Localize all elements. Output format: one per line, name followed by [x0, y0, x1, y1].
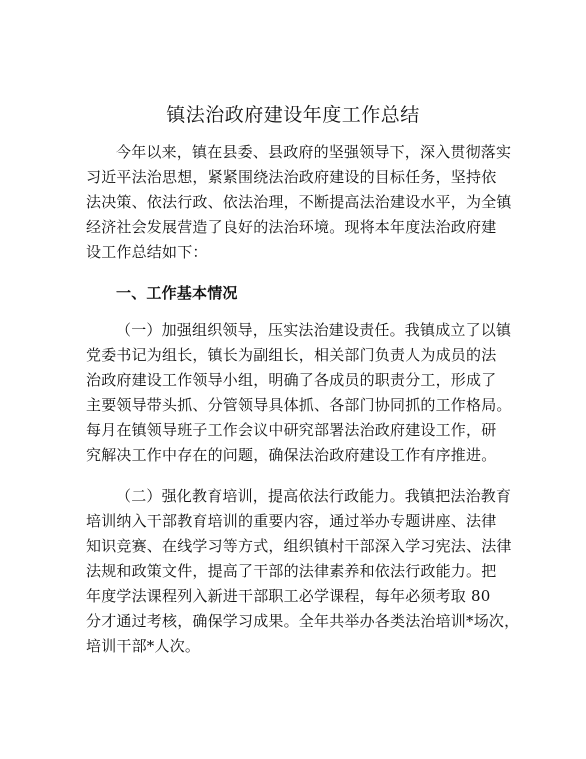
- paragraph-line: （二）强化教育培训，提高依法行政能力。我镇把法治教育: [116, 487, 512, 505]
- paragraph-line: 知识竞赛、在线学习等方式，组织镇村干部深入学习宪法、法律: [86, 537, 512, 555]
- document-title: 镇法治政府建设年度工作总结: [166, 104, 420, 126]
- intro-line: 法决策、依法行政、依法治理，不断提高法治建设水平，为全镇: [86, 193, 512, 211]
- paragraph-line: 主要领导带头抓、分管领导具体抓、各部门协同抓的工作格局。: [86, 396, 512, 414]
- paragraph-line: 法规和政策文件，提高了干部的法律素养和依法行政能力。把: [86, 562, 497, 580]
- section-heading: 一、工作基本情况: [116, 284, 238, 302]
- paragraph-line: 党委书记为组长，镇长为副组长，相关部门负责人为成员的法: [86, 346, 497, 364]
- intro-line: 设工作总结如下：: [86, 243, 208, 261]
- paragraph-line: 分才通过考核，确保学习成果。全年共举办各类法治培训*场次，: [86, 612, 520, 630]
- paragraph-line: 年度学法课程列入新进干部职工必学课程，每年必须考取 80: [86, 587, 491, 605]
- intro-line: 今年以来，镇在县委、县政府的坚强领导下，深入贯彻落实: [116, 143, 512, 161]
- paragraph-line: 每月在镇领导班子工作会议中研究部署法治政府建设工作，研: [86, 421, 497, 439]
- intro-line: 经济社会发展营造了良好的法治环境。现将本年度法治政府建: [86, 218, 497, 236]
- paragraph-line: 治政府建设工作领导小组，明确了各成员的职责分工，形成了: [86, 371, 497, 389]
- intro-line: 习近平法治思想，紧紧围绕法治政府建设的目标任务，坚持依: [86, 168, 497, 186]
- paragraph-line: 培训干部*人次。: [86, 637, 201, 655]
- paragraph-line: （一）加强组织领导，压实法治建设责任。我镇成立了以镇: [116, 321, 512, 339]
- paragraph-line: 究解决工作中存在的问题，确保法治政府建设工作有序推进。: [86, 446, 497, 464]
- paragraph-line: 培训纳入干部教育培训的重要内容，通过举办专题讲座、法律: [86, 512, 497, 530]
